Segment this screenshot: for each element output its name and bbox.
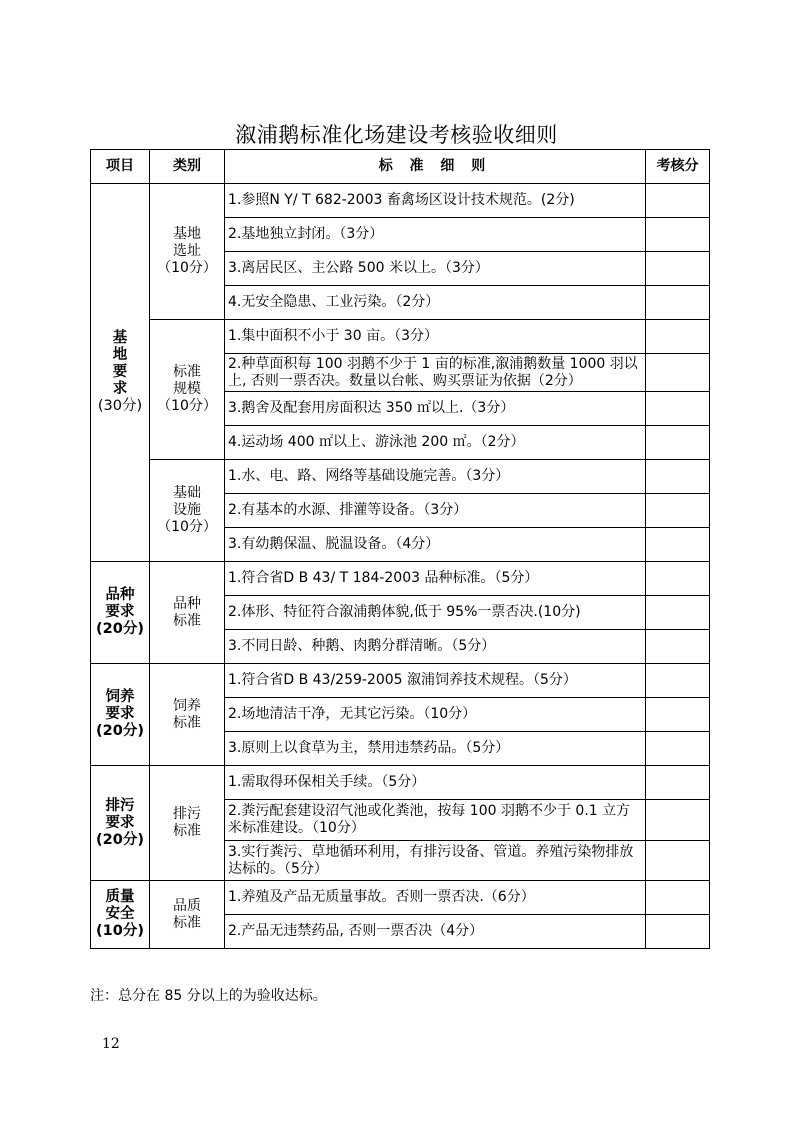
score-cell — [646, 252, 710, 286]
criterion-text: 1.需取得环保相关手续。（5分） — [225, 766, 646, 800]
header-criteria: 标 准 细 则 — [225, 150, 646, 184]
category-label: （10分） — [157, 398, 217, 414]
table-row — [91, 320, 710, 354]
category-cell — [150, 881, 225, 949]
section-item-cell — [91, 184, 150, 562]
category-label: 标准 — [173, 914, 201, 931]
criterion-text: 2.粪污配套建设沼气池或化粪池，按每 100 羽鹅不少于 0.1 立方米标准建设。（10分） — [225, 800, 646, 841]
section-item-points: (20分) — [96, 831, 144, 848]
criterion-text: 4.运动场 400 ㎡以上、游泳池 200 ㎡。（2分） — [225, 426, 646, 460]
table-row — [91, 184, 710, 218]
criterion-text: 2.基地独立封闭。（3分） — [225, 218, 646, 252]
score-cell — [646, 562, 710, 596]
criterion-text: 1.水、电、路、网络等基础设施完善。（3分） — [225, 460, 646, 494]
criterion-text: 3.鹅舍及配套用房面积达 350 ㎡以上.（3分） — [225, 392, 646, 426]
criterion-text: 2.有基本的水源、排灌等设备。（3分） — [225, 494, 646, 528]
score-cell — [646, 426, 710, 460]
table-row — [91, 562, 710, 596]
category-label: （10分） — [157, 260, 217, 276]
category-label: 规模 — [173, 381, 201, 397]
category-label: 标准 — [173, 823, 201, 839]
category-label: 排污 — [173, 806, 201, 822]
section-item-cell — [91, 881, 150, 949]
table-row — [91, 460, 710, 494]
criterion-text: 1.符合省D B 43/259-2005 溆浦饲养技术规程。（5分） — [225, 664, 646, 698]
score-cell — [646, 881, 710, 915]
section-item-label: 求 — [112, 381, 128, 397]
criteria-table — [90, 149, 710, 949]
score-cell — [646, 800, 710, 841]
section-item-label: 要求 — [105, 604, 135, 620]
category-cell — [150, 664, 225, 766]
category-cell — [150, 184, 225, 320]
category-label: 选址 — [173, 243, 201, 259]
criterion-text: 2.种草面积每 100 羽鹅不少于 1 亩的标准,溆浦鹅数量 1000 羽以上, 否则一票否决。数量以台帐、购买票证为依据（2分） — [225, 354, 646, 392]
score-cell — [646, 354, 710, 392]
header-row — [91, 150, 710, 184]
score-cell — [646, 286, 710, 320]
section-item-cell — [91, 562, 150, 664]
score-cell — [646, 766, 710, 800]
category-label: 基地 — [173, 226, 201, 242]
criterion-text: 3.有幼鹅保温、脱温设备。（4分） — [225, 528, 646, 562]
criterion-text: 3.原则上以食草为主，禁用违禁药品。（5分） — [225, 732, 646, 766]
section-item-label: 要 — [112, 364, 128, 380]
section-item-label: 要求 — [105, 706, 135, 722]
section-item-label: 安全 — [105, 906, 135, 922]
score-cell — [646, 915, 710, 949]
table-body — [91, 184, 710, 949]
section-item-points: (20分) — [96, 621, 144, 637]
category-cell — [150, 320, 225, 460]
footnote: 注：总分在 85 分以上的为验收达标。 — [90, 988, 327, 1004]
section-item-label: 排污 — [105, 797, 135, 814]
criterion-text: 3.不同日龄、种鹅、肉鹅分群清晰。（5分） — [225, 630, 646, 664]
section-item-points: (20分) — [96, 723, 144, 739]
section-item-cell — [91, 664, 150, 766]
category-label: 品种 — [173, 595, 201, 612]
header-score: 考核分 — [646, 150, 710, 184]
section-item-label: 要求 — [105, 814, 135, 831]
score-cell — [646, 698, 710, 732]
category-cell — [150, 562, 225, 664]
score-cell — [646, 528, 710, 562]
category-label: 饲养 — [173, 697, 201, 714]
page-number: 12 — [102, 1036, 120, 1052]
header-item: 项目 — [91, 150, 150, 184]
table-row — [91, 664, 710, 698]
section-item-label: 地 — [112, 347, 128, 363]
category-label: 标准 — [173, 714, 201, 731]
criterion-text: 1.集中面积不小于 30 亩。（3分） — [225, 320, 646, 354]
category-cell — [150, 766, 225, 881]
section-item-label: 品种 — [105, 587, 135, 603]
score-cell — [646, 320, 710, 354]
criterion-text: 1.符合省D B 43/ T 184-2003 品种标准。（5分） — [225, 562, 646, 596]
section-item-cell — [91, 766, 150, 881]
criterion-text: 3.实行粪污、草地循环利用，有排污设备、管道。养殖污染物排放达标的。（5分） — [225, 841, 646, 881]
criterion-text: 1.养殖及产品无质量事故。否则一票否决.（6分） — [225, 881, 646, 915]
page-title: 溆浦鹅标准化场建设考核验收细则 — [235, 123, 558, 147]
section-item-label: 基 — [112, 330, 128, 346]
category-label: 标准 — [173, 612, 201, 629]
score-cell — [646, 460, 710, 494]
score-cell — [646, 630, 710, 664]
score-cell — [646, 664, 710, 698]
score-cell — [646, 494, 710, 528]
criterion-text: 2.体形、特征符合溆浦鹅体貌,低于 95%一票否决.(10分) — [225, 596, 646, 630]
score-cell — [646, 218, 710, 252]
category-label: 品质 — [173, 897, 201, 914]
score-cell — [646, 392, 710, 426]
score-cell — [646, 596, 710, 630]
criterion-text: 2.产品无违禁药品, 否则一票否决（4分） — [225, 915, 646, 949]
table-row — [91, 881, 710, 915]
table-row — [91, 766, 710, 800]
score-cell — [646, 732, 710, 766]
score-cell — [646, 841, 710, 881]
score-cell — [646, 184, 710, 218]
category-cell — [150, 460, 225, 562]
header-category: 类别 — [150, 150, 225, 184]
section-item-points: (10分) — [96, 923, 144, 939]
criterion-text: 1.参照N Y/ T 682-2003 畜禽场区设计技术规范。(2分) — [225, 184, 646, 218]
criterion-text: 4.无安全隐患、工业污染。（2分） — [225, 286, 646, 320]
section-item-points: (30分) — [97, 398, 143, 414]
section-item-label: 质量 — [105, 889, 135, 905]
category-label: 基础 — [173, 485, 201, 501]
criterion-text: 2.场地清洁干净，无其它污染。（10分） — [225, 698, 646, 732]
category-label: （10分） — [157, 519, 217, 535]
section-item-label: 饲养 — [105, 689, 135, 705]
criterion-text: 3.离居民区、主公路 500 米以上。（3分） — [225, 252, 646, 286]
category-label: 设施 — [173, 502, 201, 518]
category-label: 标准 — [173, 364, 201, 380]
